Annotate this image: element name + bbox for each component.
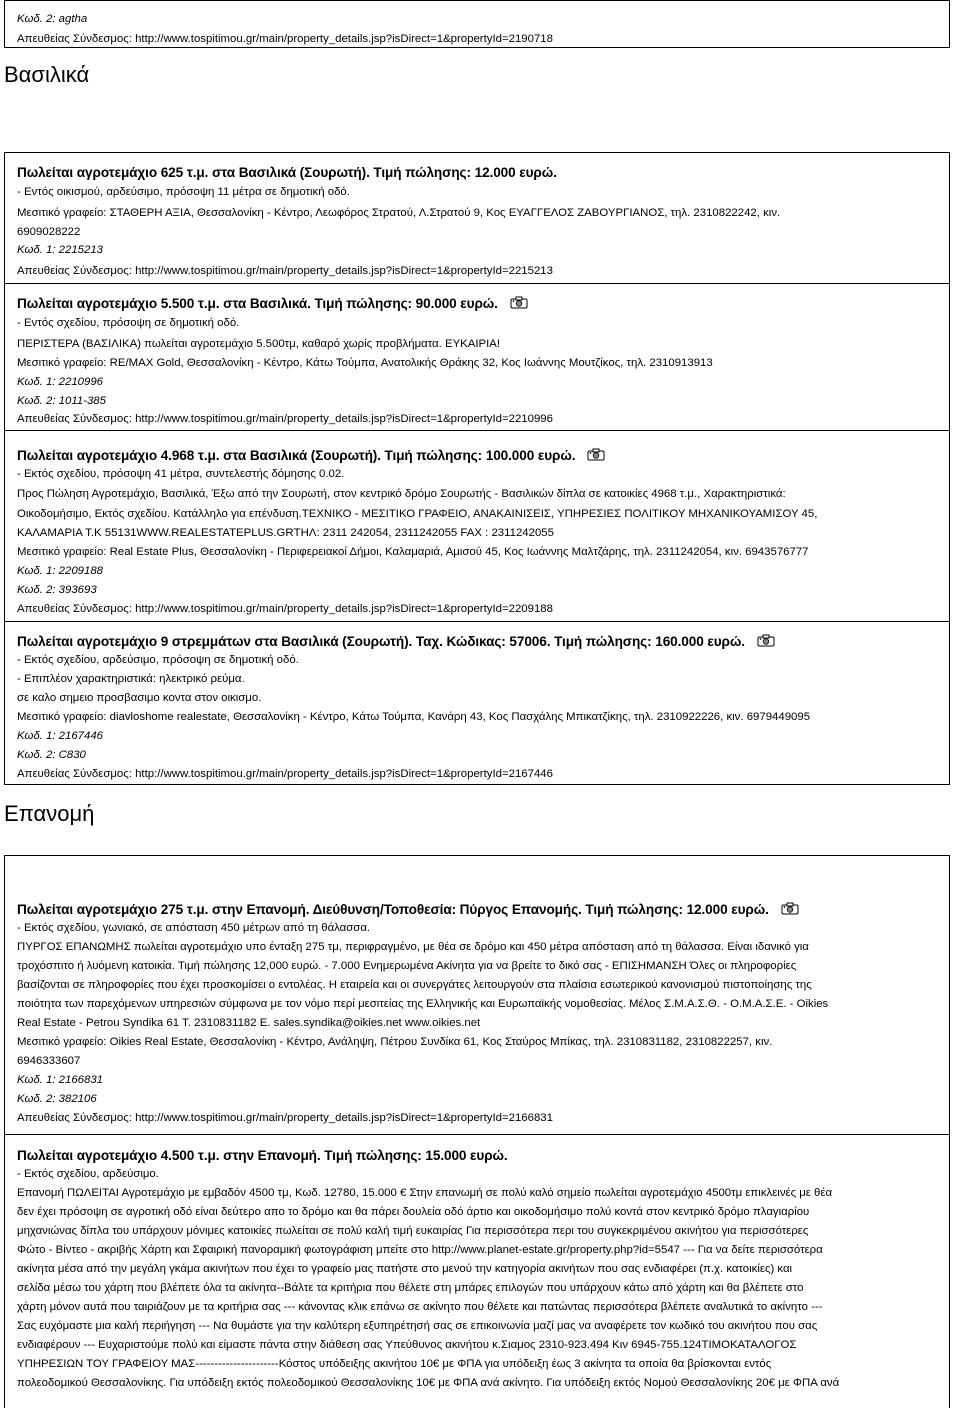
listing-line: Μεσιτικό γραφείο: Oikies Real Estate, Θεσσαλονίκη - Κέντρο, Ανάληψη, Πέτρου Συνδίκα 61, Κος Σταύρος Μπίκας, τηλ. 2310831182, 2310822257, κιν. — [17, 1036, 773, 1048]
section-title-epanomi: Επανομή — [4, 801, 95, 826]
listing-line: Real Estate - Petrou Syndika 61 T. 2310831182 E. sales.syndika@oikies.net www.oikies.net — [17, 1017, 481, 1029]
listing-line: - Εκτός σχεδίου, πρόσοψη 41 μέτρα, συντελεστής δόμησης 0.02. — [17, 468, 345, 480]
listing-line: 6909028222 — [17, 226, 81, 238]
listing-line: πολεοδομικού Θεσσαλονίκης. Για υπόδειξη εκτός πολεοδομικού Θεσσαλονίκης 10€ με ΦΠΑ ανά ακίνητο. Για υπόδειξη εκτός Νομού Θεσσαλονίκης 20€ με ΦΠΑ ανά — [17, 1377, 840, 1389]
listing-title-text: Πωλείται αγροτεμάχιο 9 στρεμμάτων στα Βασιλικά (Σουρωτή). Ταχ. Κώδικας: 57006. Τιμή πώλησης: 160.000 ευρώ. — [17, 634, 745, 649]
listing-title-text: Πωλείται αγροτεμάχιο 275 τ.μ. στην Επανομή. Διεύθυνση/Τοποθεσία: Πύργος Επανομής. Τιμή πώλησης: 12.000 ευρώ. — [17, 902, 769, 917]
listing-direct-link[interactable]: Απευθείας Σύνδεσμος: http://www.tospitimou.gr/main/property_details.jsp?isDirect=1&propertyId=2166831 — [17, 1112, 553, 1124]
listing-title: Πωλείται αγροτεμάχιο 4.500 τ.μ. στην Επανομή. Τιμή πώλησης: 15.000 ευρώ. — [17, 1148, 508, 1163]
camera-icon — [587, 448, 605, 461]
listing-line: ΚΑΛΑΜΑΡΙΑ Τ.Κ 55131WWW.REALESTATEPLUS.GRΤΗΛ: 2311 242054, 2311242055 FAX : 2311242055 — [17, 527, 554, 539]
listing-direct-link[interactable]: Απευθείας Σύνδεσμος: http://www.tospitimou.gr/main/property_details.jsp?isDirect=1&propertyId=2210996 — [17, 413, 553, 425]
listing-line: χάρτη μόνον αυτά που ταιριάζουν με τα κριτήρια σας --- κάνοντας κλικ επάνω σε ακίνητο που θέλετε και πατώντας περισσότερα βλέπετε αναλυτικά το ακίνητο --- — [17, 1301, 823, 1313]
listing-line: Μεσιτικό γραφείο: ΣΤΑΘΕΡΗ ΑΞΙΑ, Θεσσαλονίκη - Κέντρο, Λεωφόρος Στρατού, Λ.Στρατού 9, Κος ΕΥΑΓΓΕΛΟΣ ΖΑΒΟΥΡΓΙΑΝΟΣ, τηλ. 2310822242, κιν. — [17, 207, 781, 219]
listing-card — [4, 152, 950, 284]
listing-code2: Κωδ. 2: 1011-385 — [17, 395, 106, 407]
listing-code1: Κωδ. 1: 2215213 — [17, 244, 103, 256]
listing-code1: Κωδ. 1: 2210996 — [17, 376, 103, 388]
listing-line: Μεσιτικό γραφείο: Real Estate Plus, Θεσσαλονίκη - Περιφερειακοί Δήμοι, Καλαμαριά, Αμισού 45, Κος Ιωάννης Μαλτζάρης, τηλ. 2311242054, κιν. 6943576777 — [17, 546, 809, 558]
listing-line: σελίδα μέσω του χάρτη που βλέπετε όλα τα ακίνητα--Βάλτε τα κριτήρια που θέλετε στη μπάρες επιλογών που υπάρχουν κάτω από χάρτη και θα βλέπετε στο — [17, 1282, 804, 1294]
listing-line: Μεσιτικό γραφείο: diavloshome realestate, Θεσσαλονίκη - Κέντρο, Κάτω Τούμπα, Κανάρη 43, Κος Πασχάλης Μπικατζίκης, τηλ. 2310922226, κιν. 6979449095 — [17, 711, 811, 723]
listing-line: σε καλο σημειο προσβασιμο κοντα στον οικισμο. — [17, 692, 262, 704]
listing-line: μηχανιώνας δίπλα του υπάρχουν μόνιμες κατοικίες πωλείται σε πολύ καλή τιμή ευκαιρίας Για περισσότερα περι του συγκεκριμένου ακινήτου για περισσότερες — [17, 1225, 809, 1237]
listing-code2: Κωδ. 2: agtha — [17, 13, 88, 25]
listing-line: Επανομή ΠΩΛΕΙΤΑΙ Αγροτεμάχιο με εμβαδόν 4500 τμ, Κωδ. 12780, 15.000 € Στην επανωμή σε πολύ καλό σημείο πωλείται αγροτεμάχιο 4500τμ επικλεινές με θέα — [17, 1187, 833, 1199]
listing-line: 6946333607 — [17, 1055, 81, 1067]
listing-line: - Εντός οικισμού, αρδεύσιμο, πρόσοψη 11 μέτρα σε δημοτική οδό. — [17, 186, 350, 198]
listing-code2: Κωδ. 2: 393693 — [17, 584, 97, 596]
listing-title — [17, 900, 799, 919]
listing-title: Πωλείται αγροτεμάχιο 625 τ.μ. στα Βασιλικά (Σουρωτή). Τιμή πώλησης: 12.000 ευρώ. — [17, 165, 557, 180]
listing-line: Προς Πώληση Αγροτεμάχιο, Βασιλικά, Έξω από την Σουρωτή, στον κεντρικό δρόμο Σουρωτής - Βασιλικών δίπλα σε κατοικίες 4968 τ.μ., Χαρακτηριστικά: — [17, 488, 786, 500]
listing-line: βασίζονται σε πληροφορίες που έχει προσκομίσει ο εντολέας. Η εταιρεία και οι συνεργάτες λειτουργούν στα πλαίσια εσωτερικού κανονισμού πιστοποίησης της — [17, 979, 812, 991]
listing-line: Φώτο - Βίντεο - ακριβής Χάρτη και Σφαιρική πανοραμική φωτογράφιση μπείτε στο http://www.planet-estate.gr/property.php?id=5547 --- Για να δείτε περισσότερα — [17, 1244, 823, 1256]
camera-icon — [781, 902, 799, 915]
section-title-vasilika: Βασιλικά — [4, 62, 90, 87]
listing-line: Μεσιτικό γραφείο: RE/MAX Gold, Θεσσαλονίκη - Κέντρο, Κάτω Τούμπα, Ανατολικής Θράκης 32, Κος Ιωάννης Μουτζίκος, τηλ. 2310913913 — [17, 357, 713, 369]
camera-icon — [757, 634, 775, 647]
listing-line: ΠΥΡΓΟΣ ΕΠΑΝΩΜΗΣ πωλείται αγροτεμάχιο υπο ένταξη 275 τμ, περιφραγμένο, με θέα σε δρόμο και 450 μέτρα απόσταση από τη θάλασσα. Είναι ιδανικό για — [17, 941, 809, 953]
listing-code1: Κωδ. 1: 2209188 — [17, 565, 103, 577]
listing-line: - Εντός σχεδίου, πρόσοψη σε δημοτική οδό. — [17, 317, 240, 329]
listing-line: τροχόσπιτο ή λυόμενη κατοικία. Τιμή πώλησης 12,000 ευρώ. - 7.000 Ενημερωμένα Ακίνητα για να βρείτε το δικό σας - ΕΠΙΣΗΜΑΝΣΗ Όλες οι πληροφορίες — [17, 960, 797, 972]
listing-code1: Κωδ. 1: 2167446 — [17, 730, 103, 742]
listing-line: ΥΠΗΡΕΣΙΩΝ ΤΟΥ ΓΡΑΦΕΙΟΥ ΜΑΣ----------------------Κόστος υπόδειξης ακινήτου 10€ με ΦΠΑ για υπόδειξη έως 3 ακίνητα τα οποία θα βρίσκονται εντός — [17, 1358, 772, 1370]
listing-title — [17, 294, 528, 313]
listing-line: - Εκτός σχεδίου, αρδεύσιμο. — [17, 1168, 159, 1180]
listing-direct-link[interactable]: Απευθείας Σύνδεσμος: http://www.tospitimou.gr/main/property_details.jsp?isDirect=1&propertyId=2167446 — [17, 768, 553, 780]
listing-direct-link[interactable]: Απευθείας Σύνδεσμος: http://www.tospitimou.gr/main/property_details.jsp?isDirect=1&propertyId=2215213 — [17, 265, 553, 277]
listing-title — [17, 632, 775, 651]
listing-direct-link[interactable]: Απευθείας Σύνδεσμος: http://www.tospitimou.gr/main/property_details.jsp?isDirect=1&propertyId=2209188 — [17, 603, 553, 615]
listing-title — [17, 446, 605, 465]
listing-card-top — [4, 0, 950, 48]
listing-code2: Κωδ. 2: C830 — [17, 749, 86, 761]
listing-line: ακίνητα μέσα από την μεγάλη γκάμα ακινήτων που έχει το γραφείο μας πατήστε στο μενού την κατηγορία ακινήτων που σας ενδιαφέρει (π.χ. κατοικίες) και — [17, 1263, 793, 1275]
listing-title-text: Πωλείται αγροτεμάχιο 5.500 τ.μ. στα Βασιλικά. Τιμή πώλησης: 90.000 ευρώ. — [17, 296, 498, 311]
listing-card — [4, 283, 950, 431]
listing-card — [4, 430, 950, 622]
listing-code1: Κωδ. 1: 2166831 — [17, 1074, 103, 1086]
listing-line: - Εκτός σχεδίου, αρδεύσιμο, πρόσοψη σε δημοτική οδό. — [17, 654, 299, 666]
listing-line: ΠΕΡΙΣΤΕΡΑ (ΒΑΣΙΛΙΚΑ) πωλείται αγροτεμάχιο 5.500τμ, καθαρό χωρίς προβλήματα. ΕΥΚΑΙΡΙΑ! — [17, 338, 501, 350]
listing-line: ποιότητα των παρεχόμενων υπηρεσιών σύμφωνα με τον νόμο περί μεσιτείας της Ελληνικής και Ευρωπαϊκής νομοθεσίας. Μέλος Σ.Μ.Α.Σ.Θ. - Ο.Μ.Α.Σ.Ε. - Oikies — [17, 998, 829, 1010]
listing-card — [4, 621, 950, 785]
listing-direct-link[interactable]: Απευθείας Σύνδεσμος: http://www.tospitimou.gr/main/property_details.jsp?isDirect=1&propertyId=2190718 — [17, 33, 553, 45]
listing-line: ενδιαφέρουν --- Ευχαριστούμε πολύ και είμαστε πάντα στην διάθεση σας Υπεύθυνος ακινήτου κ.Σιαμος 2310-923.494 Κιν 6945-755.124ΤΙΜΟΚΑΤΑΛΟΓΟΣ — [17, 1339, 797, 1351]
listing-code2: Κωδ. 2: 382106 — [17, 1093, 97, 1105]
listing-line: Σας ευχόμαστε μια καλή περιήγηση --- Να θυμάστε για την καλύτερη εξυπηρέτησή σας σε επικοινωνία μαζί μας να αναφέρετε τον κωδικό του ακινήτου που σας — [17, 1320, 818, 1332]
listing-line: - Εκτός σχεδίου, γωνιακό, σε απόσταση 450 μέτρων από τη θάλασσα. — [17, 922, 371, 934]
camera-icon — [510, 296, 528, 309]
listing-card — [4, 1134, 950, 1408]
listing-line: δεν έχει πρόσοψη σε αγροτική οδό είναι δεύτερο απο το δρόμο και θα πάρει δουλεία οδό άρτιο και οικοδομήσιμο πολύ κοντά στον κεντρικό δρόμο πλαγιαρίου — [17, 1206, 810, 1218]
listing-title-text: Πωλείται αγροτεμάχιο 4.968 τ.μ. στα Βασιλικά (Σουρωτή). Τιμή πώλησης: 100.000 ευρώ. — [17, 448, 576, 463]
listing-line: - Επιπλέον χαρακτηριστικά: ηλεκτρικό ρεύμα. — [17, 673, 245, 685]
listing-card — [4, 855, 950, 1135]
listing-line: Οικοδομήσιμο, Εκτός σχεδίου. Κατάλληλο για επένδυση.ΤΕΧΝΙΚΟ - ΜΕΣΙΤΙΚΟ ΓΡΑΦΕΙΟ, ΑΝΑΚΑΙΝΙΣΕΙΣ, ΥΠΗΡΕΣΙΕΣ ΠΟΛΙΤΙΚΟΥ ΜΗΧΑΝΙΚΟΥΑΜΙΣΟΥ 45, — [17, 508, 818, 520]
